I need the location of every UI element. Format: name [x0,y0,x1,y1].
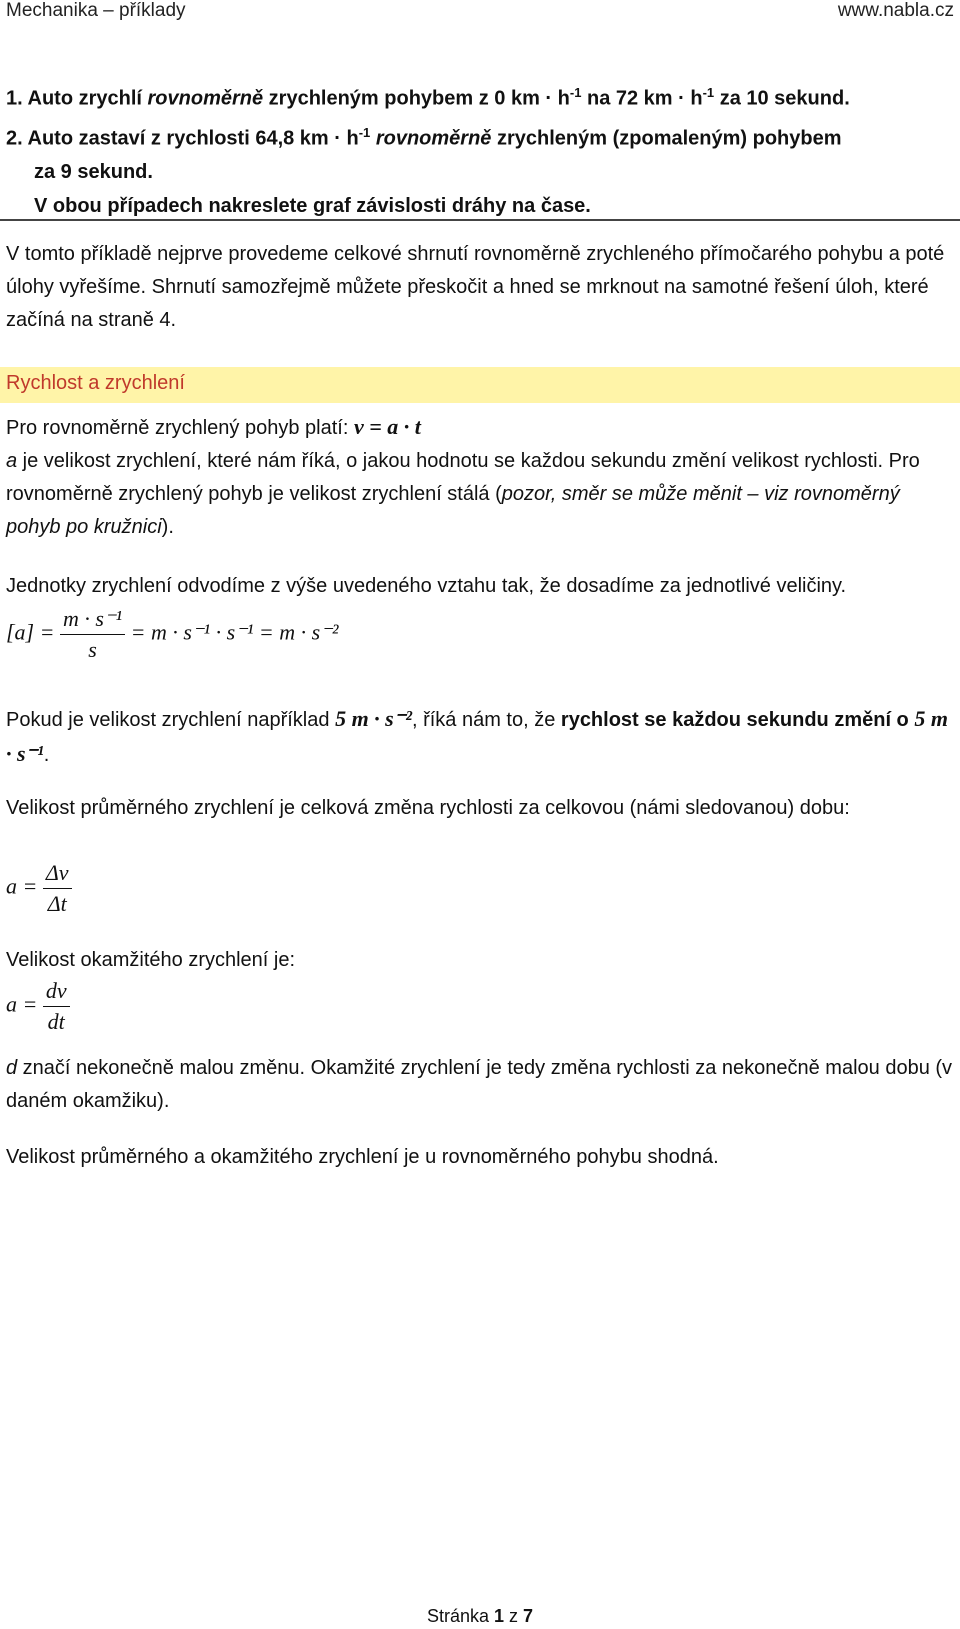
units-equation: [a] = $\frac{\text{m · s⁻¹}}{s}$ = m · s⁻¹ · s⁻¹ = m · s⁻² [6,606,339,662]
header-title: Mechanika – příklady [6,0,186,21]
acceleration-description: a je velikost zrychlení, které nám říká, o jakou hodnotu se každou sekundu změní velikost rychlosti. Pro rovnoměrně zrychlený pohyb je velikost zrychlení stálá (pozor, směr se může měnit – viz rovnoměrný pohyb po kružnici). [6,450,920,538]
task-1: 1. Auto zrychlí rovnoměrně zrychleným pohybem z 0 km · $h^{-1}$ na 72 km · $h^{-1}$ za 10 sekund. [6,85,850,110]
velocity-formula-paragraph: Pro rovnoměrně zrychlený pohyb platí: v = a · t [6,414,421,439]
page-header [6,0,954,26]
total-pages: 7 [523,1606,534,1626]
average-acceleration-equation: a = $\frac{\Delta v}{\Delta t}$ [6,858,72,919]
instant-acceleration-equation: a = $\frac{dv}{dt}$ [6,976,70,1037]
header-site: www.nabla.cz [837,0,954,21]
task-3: V obou případech nakreslete graf závislosti dráhy na čase. [34,195,591,218]
section-heading [0,367,960,403]
average-acceleration-paragraph: Velikost průměrného zrychlení je celková změna rychlosti za celkovou (námi sledovanou) dobu: [6,797,850,819]
task-2: 2. Auto zastaví z rychlosti 64,8 km · $h^{-1}$ rovnoměrně zrychleným (zpomaleným) pohybem [6,124,842,150]
example-paragraph: Pokud je velikost zrychlení například 5 m · s⁻², říká nám to, že rychlost se každou sekundu změní o 5 m · s⁻¹. [6,706,948,766]
task-list [6,76,954,223]
section-heading-text: Rychlost a zrychlení [6,372,185,394]
divider-line [0,219,960,221]
intro-paragraph: V tomto příkladě nejprve provedeme celkové shrnutí rovnoměrně zrychleného přímočarého pohybu a poté úlohy vyřešíme. Shrnutí samozřejmě můžete přeskočit a hned se mrknout na samotné řešení úloh, které začíná na straně 4. [6,243,945,331]
differential-paragraph: d značí nekonečně malou změnu. Okamžité zrychlení je tedy změna rychlosti za nekonečně malou dobu (v daném okamžiku). [6,1057,953,1112]
units-paragraph: Jednotky zrychlení odvodíme z výše uvedeného vztahu tak, že dosadíme za jednotlivé veličiny. [6,575,847,597]
page-footer: Stránka 1 z 7 [426,1606,534,1626]
conclusion-paragraph: Velikost průměrného a okamžitého zrychlení je u rovnoměrného pohybu shodná. [6,1146,719,1168]
current-page: 1 [494,1606,505,1626]
velocity-formula: v = a · t [353,414,421,439]
task-2-cont: za 9 sekund. [34,161,153,184]
instant-acceleration-paragraph: Velikost okamžitého zrychlení je: [6,949,296,971]
